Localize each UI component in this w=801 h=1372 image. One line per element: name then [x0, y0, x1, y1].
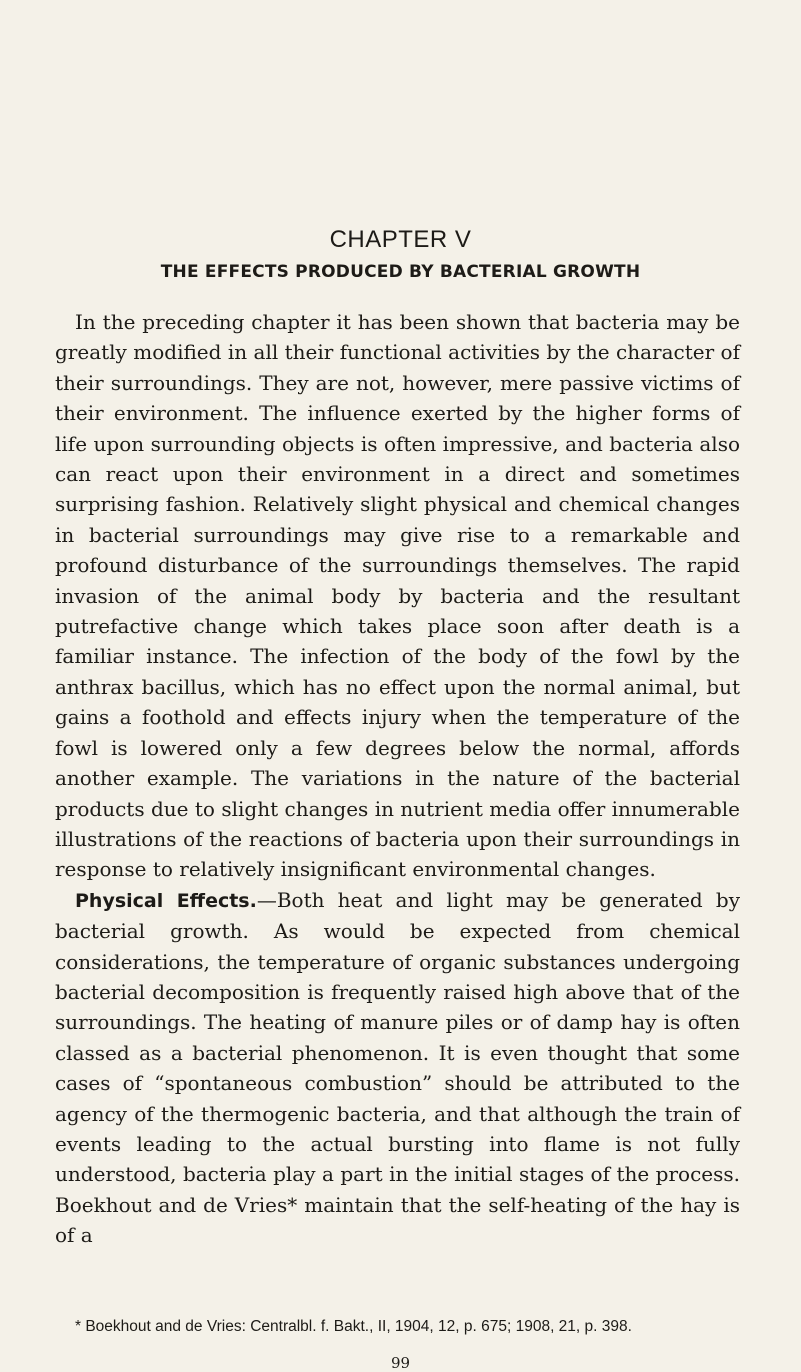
chapter-title: THE EFFECTS PRODUCED BY BACTERIAL GROWTH	[160, 262, 641, 282]
chapter-heading: CHAPTER V	[329, 226, 472, 253]
paragraph-physical-effects	[55, 885, 740, 1251]
body-text	[55, 307, 740, 1251]
run-in-heading: Physical Effects.	[75, 889, 257, 912]
paragraph-intro: In the preceding chapter it has been shown that bacteria may be greatly modified in all their functional activities by the character of their surroundings. They are not, however, mere passive victims of their environment. The influence exerted by the higher forms of life upon surrounding objects is often impressive, and bacteria also can react upon their environment in a direct and sometimes surprising fashion. Relatively slight physical and chemical changes in bacterial surroundings may give rise to a remarkable and profound disturbance of the surroundings themselves. The rapid invasion of the animal body by bacteria and the resultant putrefactive change which takes place soon after death is a familiar instance. The infection of the body of the fowl by the anthrax bacillus, which has no effect upon the normal animal, but gains a foothold and effects injury when the temperature of the fowl is lowered only a few degrees below the normal, affords another example. The variations in the nature of the bacterial products due to slight changes in nutrient media offer innumerable illustrations of the reactions of bacteria upon their surroundings in response to relatively insignificant environmental changes.	[55, 310, 740, 882]
footnote: * Boekhout and de Vries: Centralbl. f. Bakt., II, 1904, 12, p. 675; 1908, 21, p. 398.	[75, 1318, 632, 1335]
page-number: 99	[390, 1354, 411, 1372]
paragraph-text: —Both heat and light may be generated by bacterial growth. As would be expected from chemical considerations, the temperature of organic substances undergoing bacterial decomposition is frequently raised high above that of the surroundings. The heating of manure piles or of damp hay is often classed as a bacterial phenomenon. It is even thought that some cases of “spontaneous combustion” should be attributed to the agency of the thermogenic bacteria, and that although the train of events leading to the actual bursting into flame is not fully understood, bacteria play a part in the initial stages of the process. Boekhout and de Vries* maintain that the self-heating of the hay is of a	[55, 887, 740, 1248]
